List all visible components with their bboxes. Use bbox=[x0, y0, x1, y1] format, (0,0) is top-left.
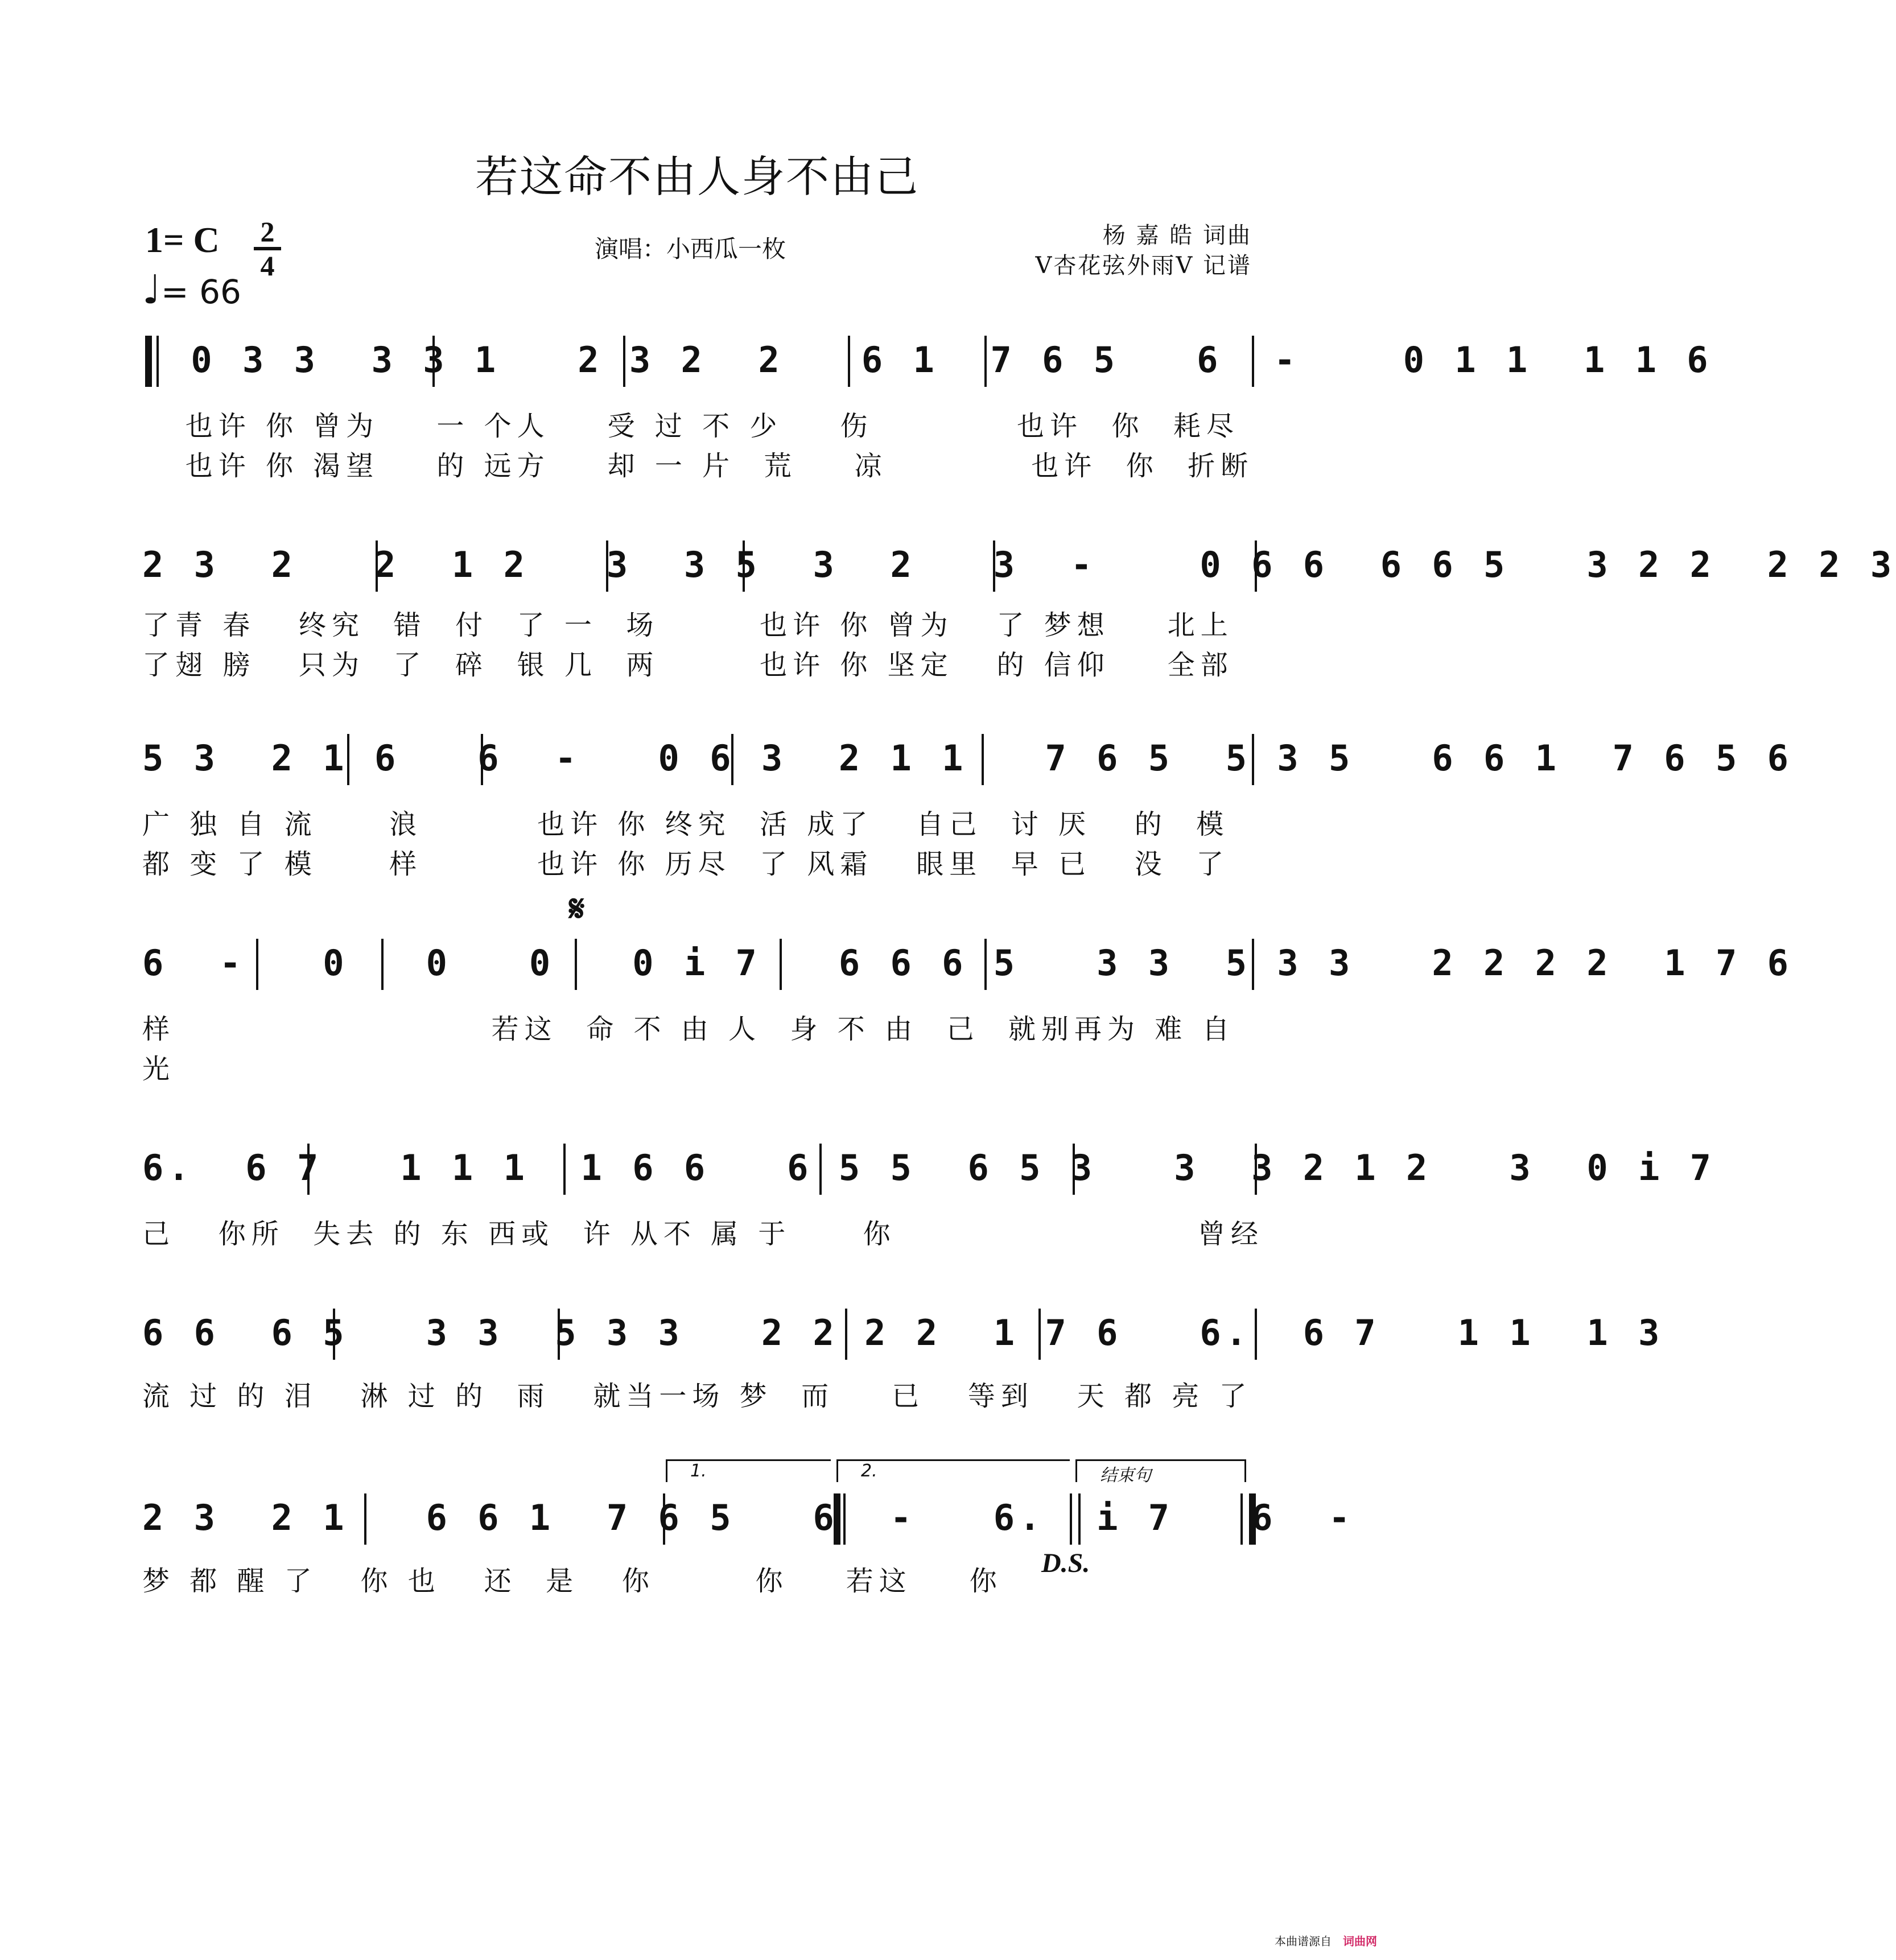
barline bbox=[156, 336, 159, 387]
segno-sign: 𝄋 bbox=[569, 888, 585, 930]
source-text: 本曲谱源自 bbox=[1275, 1934, 1332, 1948]
notation-row: 2 3 2 1 6 6 1 7 6 5 6 - 6. i 7 6 - bbox=[142, 1497, 1355, 1538]
repeat-start-barline bbox=[145, 336, 152, 387]
lyric-line-1: 了青 春 终究 错 付 了 一 场 也许 你 曾为 了 梦想 北上 bbox=[142, 609, 1234, 641]
key-signature: 1= C bbox=[145, 220, 220, 260]
volta-2-bracket: 2. bbox=[836, 1459, 1070, 1482]
lyric-line-1: 流 过 的 泪 淋 过 的 雨 就当一场 梦 而 已 等到 天 都 亮 了 bbox=[142, 1380, 1252, 1412]
staff-line bbox=[142, 540, 1896, 592]
quarter-note-icon: ♩ bbox=[142, 266, 162, 313]
lyric-line-1: 己 你所 失去 的 东 西或 许 从不 属 于 你 曾经 bbox=[142, 1218, 1264, 1250]
notation-row: 6. 6 7 1 1 1 1 6 6 6 5 5 6 5 3 3 3 2 1 2 3 0 i 7 bbox=[142, 1147, 1716, 1189]
staff-line bbox=[142, 734, 1793, 785]
lyric-line-2: 光 bbox=[142, 1053, 176, 1085]
lyric-line-1: 广 独 自 流 浪 也许 你 终究 活 成了 自己 讨 厌 的 模 bbox=[142, 808, 1230, 840]
composer-credit: 杨 嘉 皓 词曲 bbox=[1102, 222, 1252, 249]
time-sig-bottom: 4 bbox=[260, 250, 275, 282]
lyric-line-1: 样 若这 命 不 由 人 身 不 由 己 就别再为 难 自 bbox=[142, 1013, 1235, 1045]
time-sig-top: 2 bbox=[260, 216, 275, 247]
site-logo[interactable]: 词曲网 bbox=[1343, 1934, 1377, 1948]
notation-row: 2 3 2 2 1 2 3 3 5 3 2 3 - 0 6 6 6 6 5 3 2 2 2 2 3 bbox=[142, 544, 1896, 585]
singer-credit: 演唱：小西瓜一枚 bbox=[595, 235, 786, 263]
notation-row: 5 3 2 1 6 6 - 0 6 3 2 1 1 7 6 5 5 3 5 6 6 1 7 6 5 6 bbox=[142, 737, 1793, 779]
lyric-line-2: 了翅 膀 只为 了 碎 银 几 两 也许 你 坚定 的 信仰 全部 bbox=[142, 649, 1234, 681]
lyric-line-2: 也许 你 渴望 的 远方 却 一 片 荒 凉 也许 你 折断 bbox=[142, 450, 1254, 482]
tempo-value: = 66 bbox=[161, 273, 241, 311]
notation-row: 6 6 6 5 3 3 5 3 3 2 2 2 2 1 7 6 6. 6 7 1 1 1 3 bbox=[142, 1312, 1664, 1354]
page-title: 若这命不由人身不由己 bbox=[475, 151, 919, 202]
notation-row: 6 - 0 0 0 0 i 7 6 6 6 5 3 3 5 3 3 2 2 2 2 1 7 6 bbox=[142, 942, 1793, 984]
staff-line bbox=[142, 1493, 1355, 1545]
time-signature bbox=[250, 217, 285, 280]
staff-line bbox=[142, 1309, 1664, 1360]
dal-segno-marking: D.S. bbox=[1041, 1548, 1090, 1578]
notation-row: 0 3 3 3 3 1 2 3 2 2 6 1 7 6 5 6 - 0 1 1 1 1 6 bbox=[165, 339, 1713, 381]
ending-bracket: 结束句 bbox=[1075, 1459, 1246, 1482]
footer bbox=[1275, 1932, 1377, 1949]
lyric-line-1: 也许 你 曾为 一 个人 受 过 不 少 伤 也许 你 耗尽 bbox=[142, 410, 1240, 442]
staff-line bbox=[142, 939, 1793, 990]
staff-line bbox=[142, 336, 1713, 387]
lyric-line-1: 梦 都 醒 了 你 也 还 是 你 你 若这 你 bbox=[142, 1565, 1003, 1597]
transcriber-credit: V杏花弦外雨V 记谱 bbox=[1035, 253, 1252, 279]
staff-line bbox=[142, 1144, 1716, 1195]
volta-1-bracket: 1. bbox=[666, 1459, 831, 1482]
lyric-line-2: 都 变 了 模 样 也许 你 历尽 了 风霜 眼里 早 已 没 了 bbox=[142, 848, 1230, 880]
tempo-marking bbox=[142, 266, 241, 313]
